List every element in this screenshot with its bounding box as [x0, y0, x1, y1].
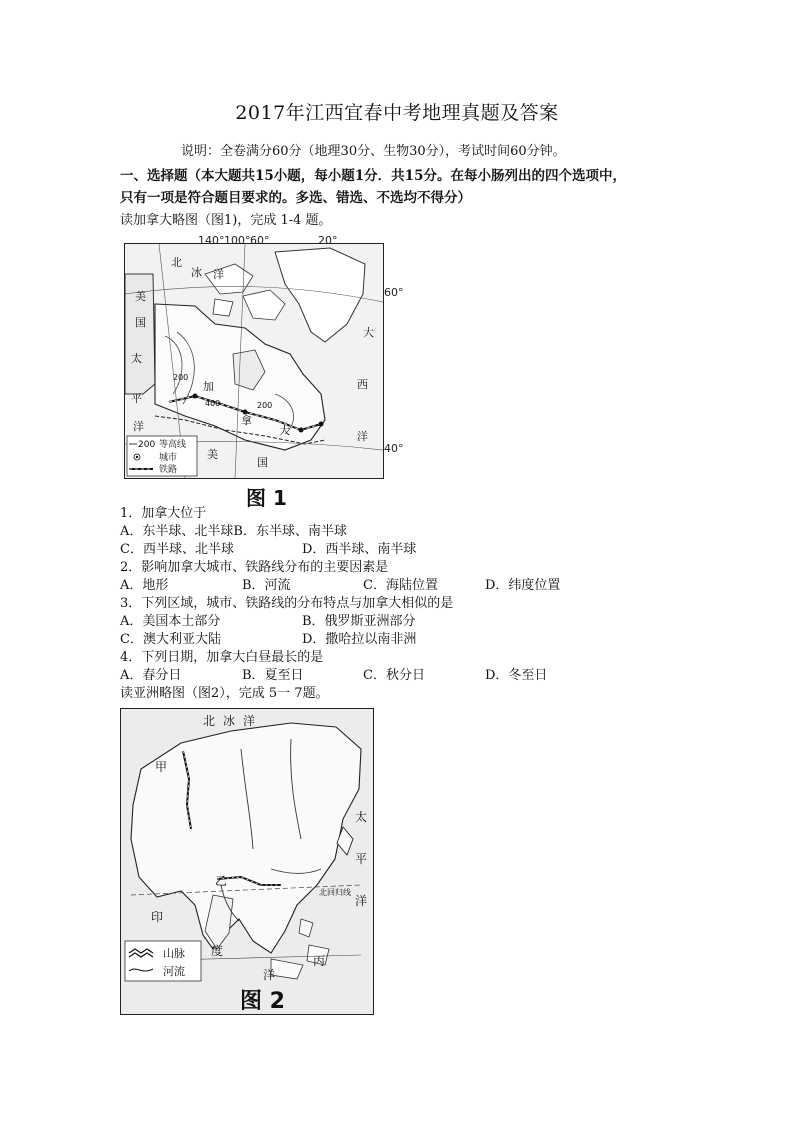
label-jia: 加: [203, 380, 214, 393]
document-title: 2017年江西宜春中考地理真题及答案: [235, 102, 559, 124]
label-bei: 北: [171, 256, 182, 269]
q1-stem: 1．加拿大位于: [120, 506, 207, 521]
label-bing: 冰: [223, 714, 236, 728]
label-du: 度: [211, 944, 224, 958]
label-guo2: 国: [257, 456, 268, 469]
figure2-intro: 读亚洲略图（图2），完成 5一 7题。: [120, 686, 329, 701]
label-mei2: 美: [207, 448, 218, 461]
legend-railway: 铁路: [159, 465, 178, 475]
legend-contour-value: 200: [138, 440, 156, 450]
section-heading-line1: 一、选择题（本大题共15小题，每小题1分．共15分。在每小肠列出的四个选项中，: [120, 168, 626, 184]
q3-option-c: C．澳大利亚大陆: [120, 632, 221, 647]
q1-option-c: C．西半球、北半球: [120, 542, 234, 557]
q2-option-b: B．河流: [242, 578, 291, 593]
label-yin: 印: [151, 910, 164, 924]
label-xi: 西: [357, 378, 368, 391]
label-yang: 洋: [243, 714, 256, 728]
legend-city: 城市: [159, 453, 178, 463]
label-ping: 平: [131, 392, 142, 405]
q4-option-d: D．冬至日: [485, 668, 548, 683]
q3-option-d: D．撒哈拉以南非洲: [302, 632, 417, 647]
coord-40n: 40°: [384, 442, 404, 455]
q4-option-b: B．夏至日: [242, 668, 304, 683]
label-yang2: 洋: [357, 430, 368, 443]
label-bei: 北: [203, 714, 216, 728]
coord-100: 100°: [224, 234, 251, 247]
label-yi: 乙: [215, 874, 228, 888]
q4-option-a: A．春分日: [120, 668, 182, 683]
label-na: 拿: [241, 414, 252, 427]
label-da2: 大: [279, 424, 290, 437]
legend-river: 河流: [163, 965, 185, 978]
label-tai: 太: [355, 810, 368, 824]
q2-option-c: C．海陆位置: [363, 578, 438, 593]
exam-note: 说明：全卷满分60分（地理30分、生物30分），考试时间60分钟。: [181, 144, 566, 159]
contour-200b: 200: [257, 401, 273, 410]
label-bing: 冰: [191, 266, 202, 279]
q4-option-c: C．秋分日: [363, 668, 425, 683]
asia-map: [120, 708, 374, 1015]
coord-20: 20°: [318, 234, 338, 247]
q3-stem: 3．下列区域，城市、铁路线的分布特点与加拿大相似的是: [120, 596, 454, 611]
q3-option-b: B．俄罗斯亚洲部分: [302, 614, 416, 629]
q2-stem: 2．影响加拿大城市、铁路线分布的主要因素是: [120, 560, 389, 575]
q1-option-d: D．西半球、南半球: [302, 542, 417, 557]
coord-60: 60°: [250, 234, 270, 247]
label-tai: 太: [131, 352, 142, 365]
label-yang2: 洋: [355, 894, 368, 908]
label-mei1: 美: [135, 290, 146, 303]
label-ping: 平: [355, 852, 368, 866]
label-bing2: 丙: [313, 954, 326, 968]
coord-140: 140°: [198, 234, 225, 247]
figure1-coordinates: [120, 230, 410, 470]
label-guo1: 国: [135, 316, 146, 329]
section-heading-line2: 只有一项是符合题目要求的。多选、错选、不选均不得分）: [120, 190, 471, 206]
contour-200a: 200: [173, 373, 189, 382]
legend-mountain: 山脉: [163, 947, 185, 960]
figure1-caption: 图 1: [246, 486, 287, 510]
coord-60n: 60°: [384, 286, 404, 299]
q2-option-d: D．纬度位置: [485, 578, 561, 593]
label-yang3: 洋: [133, 420, 144, 433]
label-jia: 甲: [155, 760, 168, 774]
figure2-caption: 图 2: [240, 989, 285, 1014]
q1-options-ab: A．东半球、北半球B．东半球、南半球: [120, 524, 347, 539]
label-yang: 洋: [213, 268, 224, 281]
label-tropic: 北回归线: [319, 888, 351, 897]
q2-option-a: A．地形: [120, 578, 169, 593]
label-da: 大: [363, 326, 374, 339]
q4-stem: 4．下列日期，加拿大白昼最长的是: [120, 650, 324, 665]
contour-400: 400: [205, 399, 221, 408]
label-yang3: 洋: [263, 968, 276, 982]
legend-contour: 等高线: [159, 440, 187, 450]
figure1-intro: 读加拿大略图（图1)，完成 1-4 题。: [120, 213, 332, 228]
q3-option-a: A．美国本土部分: [120, 614, 221, 629]
